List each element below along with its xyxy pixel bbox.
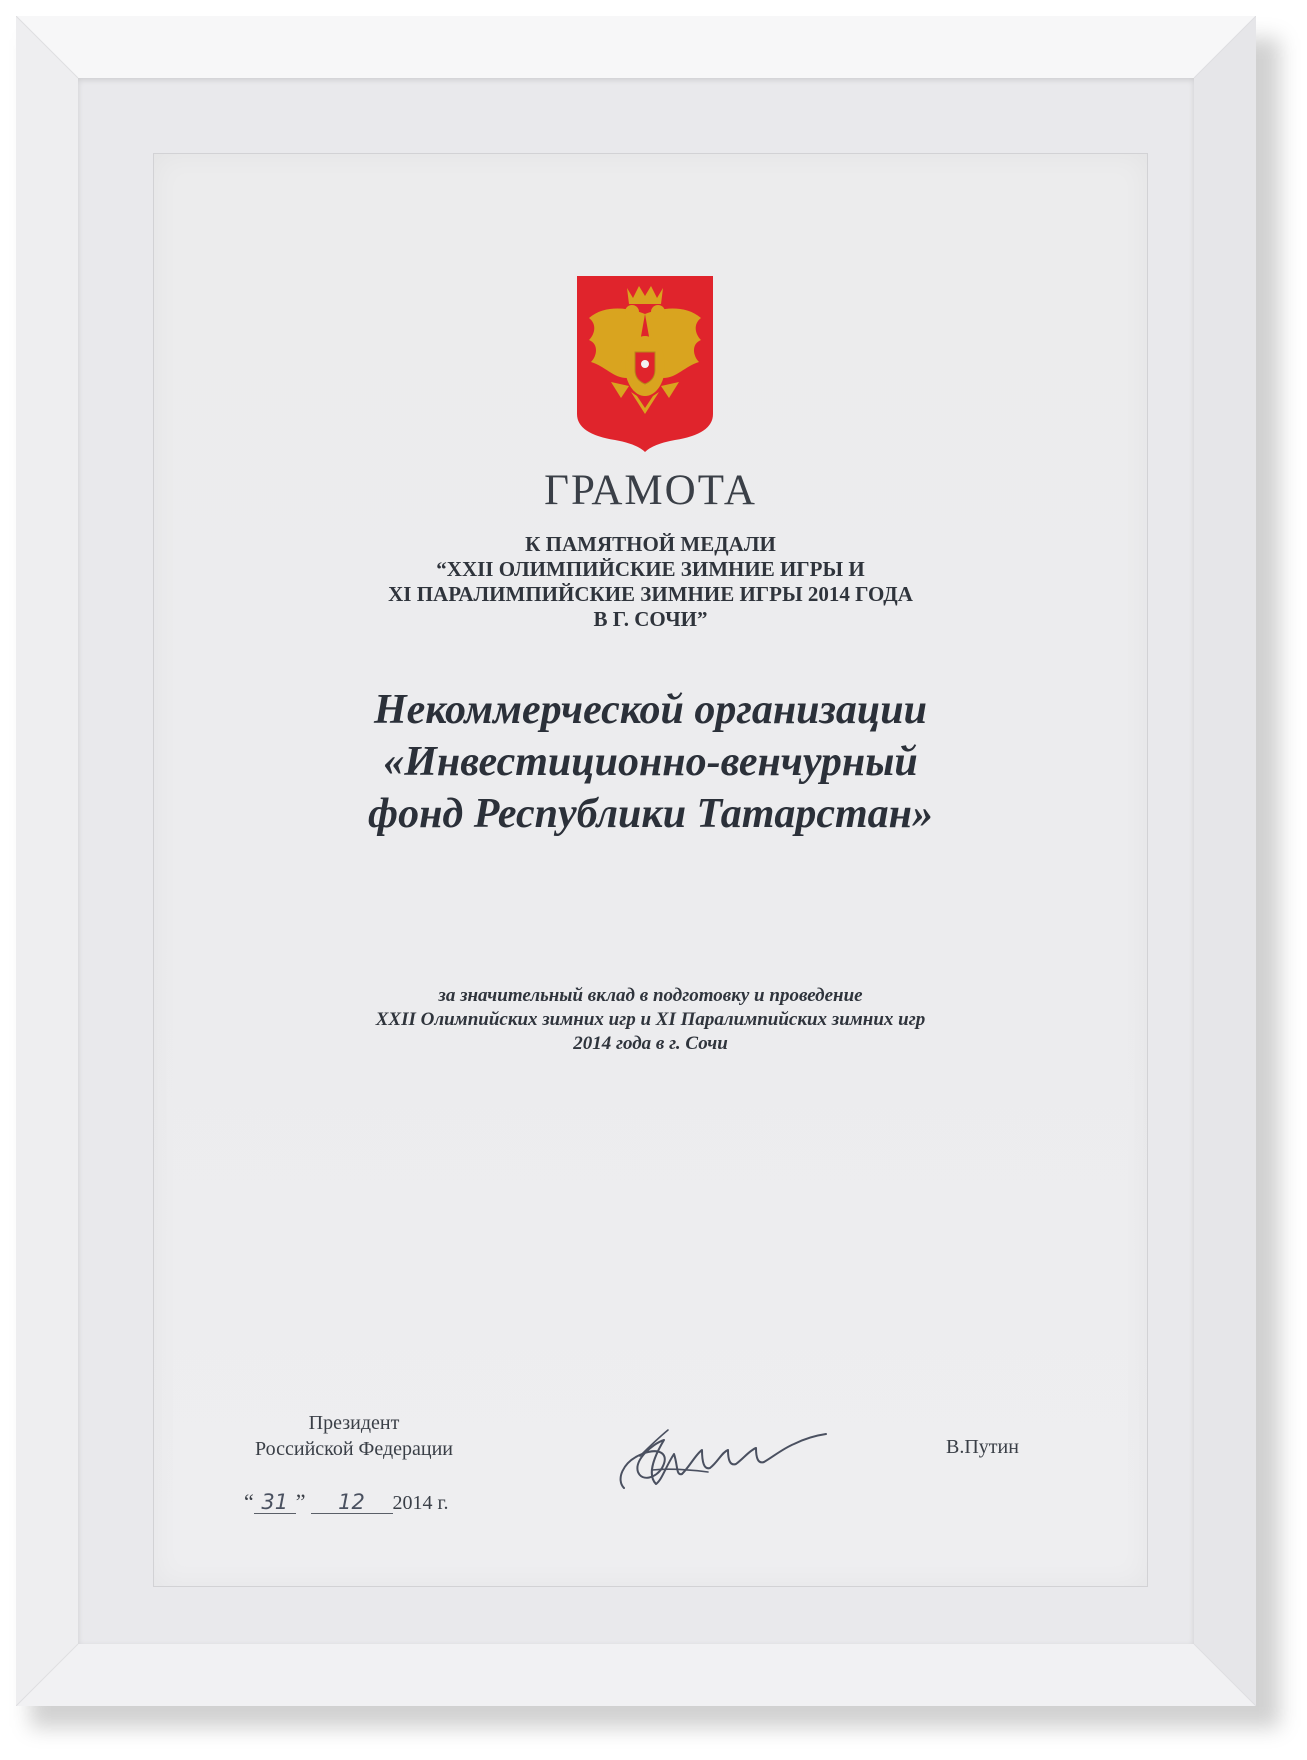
date-day: 31 — [254, 1491, 296, 1514]
signatory-title — [214, 1410, 494, 1462]
award-reason — [154, 984, 1147, 1056]
handwritten-signature — [612, 1410, 862, 1500]
medal-subtitle — [154, 532, 1147, 632]
certificate-paper — [154, 154, 1147, 1586]
date-close-quote: ” — [295, 1489, 306, 1514]
signatory-name: В.Путин — [946, 1436, 1019, 1458]
reason-line: за значительный вклад в подготовку и проведение — [438, 985, 863, 1006]
certificate-title: ГРАМОТА — [544, 467, 757, 514]
recipient-line: «Инвестиционно-венчурный — [383, 739, 918, 785]
recipient-line: фонд Республики Татарстан» — [368, 791, 933, 837]
reason-line: 2014 года в г. Сочи — [573, 1033, 728, 1054]
date-open-quote: “ — [244, 1489, 254, 1514]
picture-frame — [16, 16, 1256, 1706]
signatory-title-line: Российской Федерации — [254, 1438, 454, 1460]
subtitle-line: “XXII ОЛИМПИЙСКИЕ ЗИМНИЕ ИГРЫ И — [436, 557, 865, 581]
date-year: 2014 г. — [392, 1492, 449, 1514]
recipient-line: Некоммерческой организации — [374, 687, 927, 733]
date-month: 12 — [311, 1491, 393, 1514]
subtitle-line: К ПАМЯТНОЙ МЕДАЛИ — [525, 532, 776, 556]
issue-date — [244, 1489, 448, 1515]
subtitle-line: В Г. СОЧИ” — [593, 607, 708, 631]
reason-line: XXII Олимпийских зимних игр и XI Паралимпийских зимних игр — [375, 1009, 926, 1030]
signatory-title-line: Президент — [308, 1412, 400, 1434]
recipient-name — [154, 684, 1147, 840]
russian-coat-of-arms-icon — [575, 274, 715, 452]
subtitle-line: XI ПАРАЛИМПИЙСКИЕ ЗИМНИЕ ИГРЫ 2014 ГОДА — [388, 582, 913, 606]
